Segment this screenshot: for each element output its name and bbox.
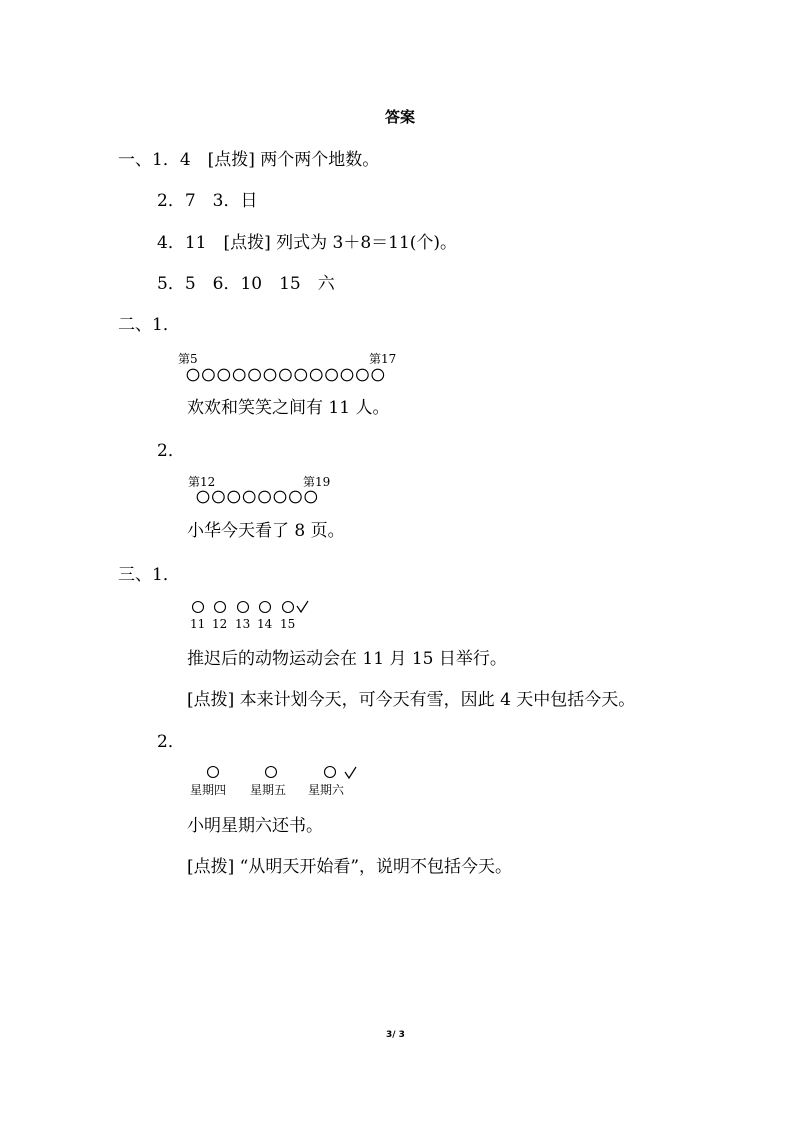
diagram3-label: 14: [257, 617, 273, 631]
circle-mark: [264, 369, 276, 381]
section-2-heading: 二、1．: [118, 315, 180, 335]
circle-mark: [305, 491, 317, 503]
diagram2-start-label: 第12: [188, 475, 216, 489]
answer-line-5: 5．5 6．10 15 六: [157, 274, 335, 294]
circle-mark: [203, 369, 215, 381]
check-mark-icon: [297, 601, 308, 612]
circle-mark: [193, 602, 204, 613]
circle-mark: [357, 369, 369, 381]
diagram1-start-label: 第5: [178, 352, 198, 366]
circle-mark: [233, 369, 245, 381]
circle-mark: [213, 491, 225, 503]
section-3-hint-2: [点拨] “从明天开始看”，说明不包括今天。: [187, 857, 513, 877]
section-2-answer-2: 小华今天看了 8 页。: [187, 521, 345, 541]
answer-line-1: 一、1．4 [点拨] 两个两个地数。: [118, 150, 380, 170]
circle-mark: [243, 491, 255, 503]
diagram4-label-saturday: 星期六: [308, 783, 345, 797]
section-2-answer-1: 欢欢和笑笑之间有 11 人。: [187, 398, 390, 418]
section-3-answer-1: 推迟后的动物运动会在 11 月 15 日举行。: [187, 649, 507, 669]
circle-mark: [325, 767, 336, 778]
circle-mark: [310, 369, 322, 381]
circle-mark: [326, 369, 338, 381]
section-3-hint-1: [点拨] 本来计划今天，可今天有雪，因此 4 天中包括今天。: [187, 690, 636, 710]
section-3-item-2: 2．: [157, 732, 185, 752]
circle-mark: [274, 491, 286, 503]
diagram2-end-label: 第19: [303, 475, 331, 489]
section-2-item-2: 2．: [157, 441, 185, 461]
circle-mark: [280, 369, 292, 381]
circle-mark: [266, 767, 277, 778]
answer-line-4: 4．11 [点拨] 列式为 3＋8＝11(个)。: [157, 233, 458, 253]
circle-mark: [341, 369, 353, 381]
diagram4-label-thursday: 星期四: [190, 783, 227, 797]
circle-mark: [187, 369, 199, 381]
circle-mark: [372, 369, 384, 381]
diagram3-label: 13: [235, 617, 251, 631]
circle-mark: [290, 491, 302, 503]
circle-mark: [208, 767, 219, 778]
diagram4-circles: [0, 0, 1, 1]
circle-mark: [197, 491, 209, 503]
page-title: 答案: [385, 108, 416, 126]
section-3-answer-2: 小明星期六还书。: [187, 816, 323, 836]
circle-mark: [283, 602, 294, 613]
circle-mark: [218, 369, 230, 381]
diagram4-label-friday: 星期五: [250, 783, 287, 797]
circle-mark: [249, 369, 261, 381]
circle-mark: [259, 491, 271, 503]
circle-mark: [238, 602, 249, 613]
circle-mark: [215, 602, 226, 613]
answer-line-2: 2．7 3．日: [157, 191, 258, 211]
diagram3-label: 11: [190, 617, 206, 631]
diagram3-label: 12: [212, 617, 228, 631]
diagram1-end-label: 第17: [369, 352, 397, 366]
check-mark-icon: [345, 767, 356, 778]
page-number: 3/ 3: [386, 1030, 405, 1040]
circle-mark: [260, 602, 271, 613]
diagram3-label: 15: [280, 617, 296, 631]
circle-mark: [295, 369, 307, 381]
section-3-heading: 三、1．: [118, 565, 180, 585]
circle-mark: [228, 491, 240, 503]
